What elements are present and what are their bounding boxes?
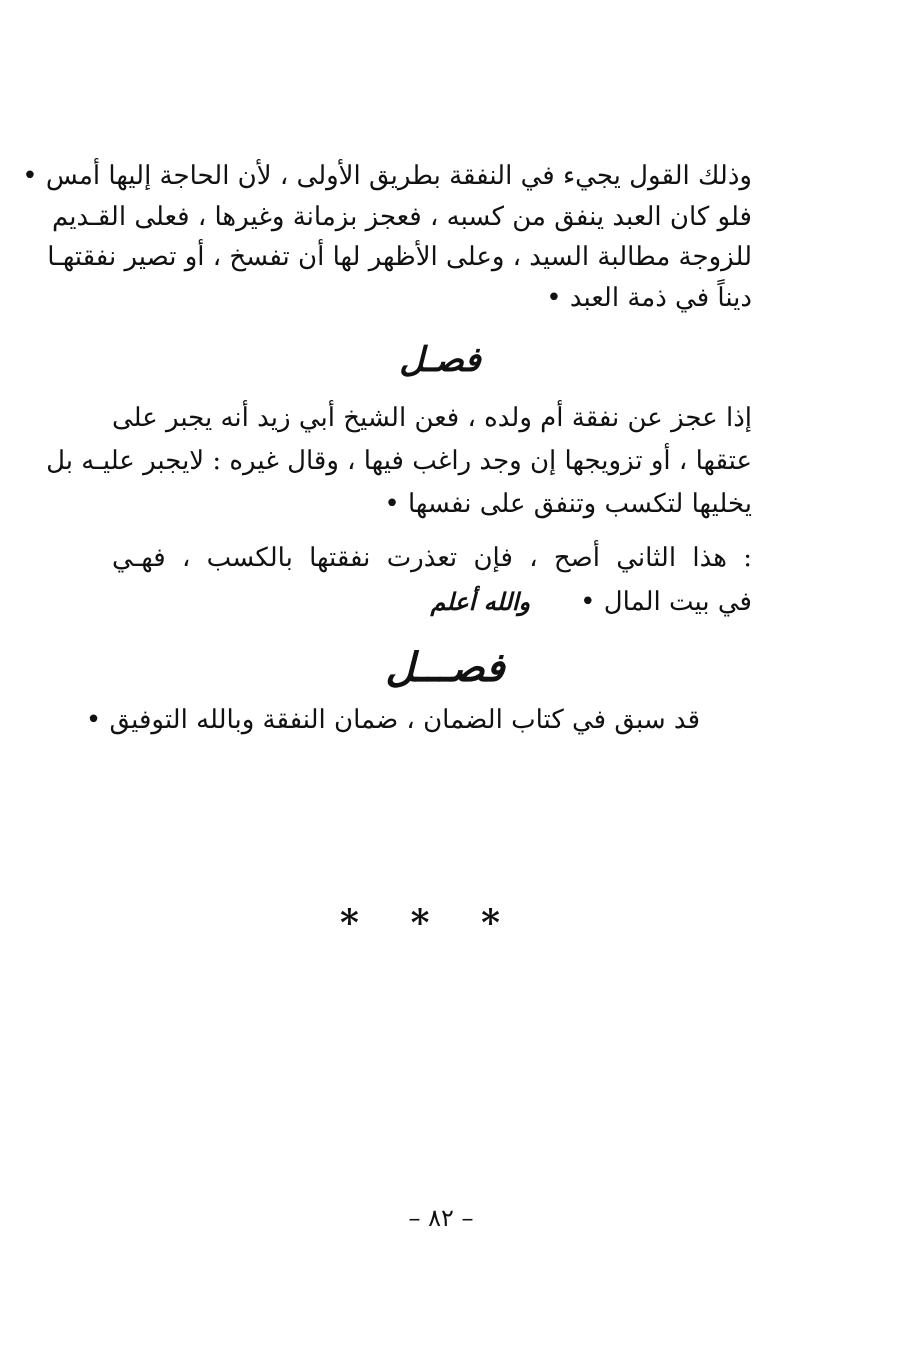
paragraph-4: [85, 700, 700, 741]
paragraph-3-last-line: [112, 580, 752, 624]
paragraph-1-line: للزوجة مطالبة السيد ، وعلى الأظهر لها أن تفسخ ، أو تصير نفقتهـا: [47, 242, 752, 272]
paragraph-2-line: عتقها ، أو تزويجها إن وجد راغب فيها ، وقال غيره : لايجبر عليـه بل: [46, 446, 752, 476]
section-separator: [340, 902, 500, 944]
paragraph-2: [46, 397, 752, 526]
paragraph-3-line: في بيت المال •: [580, 587, 752, 617]
signoff: والله أعلم: [430, 587, 531, 616]
section-heading-1: فصـل: [399, 340, 481, 380]
page-number: – ٨٢ –: [408, 1204, 474, 1232]
asterisk-icon: *: [410, 902, 430, 944]
paragraph-1-line: وذلك القول يجيء في النفقة بطريق الأولى ، لأن الحاجة إليها أمس •: [22, 161, 752, 191]
asterisk-icon: *: [340, 902, 359, 944]
paragraph-2-line: يخليها لتكسب وتنفق على نفسها •: [384, 489, 752, 519]
paragraph-2-line: إذا عجز عن نفقة أم ولده ، فعن الشيخ أبي زيد أنه يجبر على: [111, 403, 752, 433]
asterisk-icon: *: [481, 902, 500, 944]
paragraph-4-line: قد سبق في كتاب الضمان ، ضمان النفقة وبالله التوفيق •: [85, 705, 700, 735]
paragraph-3: [112, 537, 752, 624]
paragraph-3-line: : هذا الثاني أصح ، فإن تعذرت نفقتها بالكسب ، فهـي: [112, 543, 752, 573]
section-heading-2: فصـــل: [385, 644, 505, 691]
paragraph-1-line: ديناً في ذمة العبد •: [546, 282, 752, 313]
paragraph-1: [22, 156, 752, 318]
paragraph-1-line: فلو كان العبد ينفق من كسبه ، فعجز بزمانة وغيرها ، فعلى القـديم: [51, 201, 752, 232]
